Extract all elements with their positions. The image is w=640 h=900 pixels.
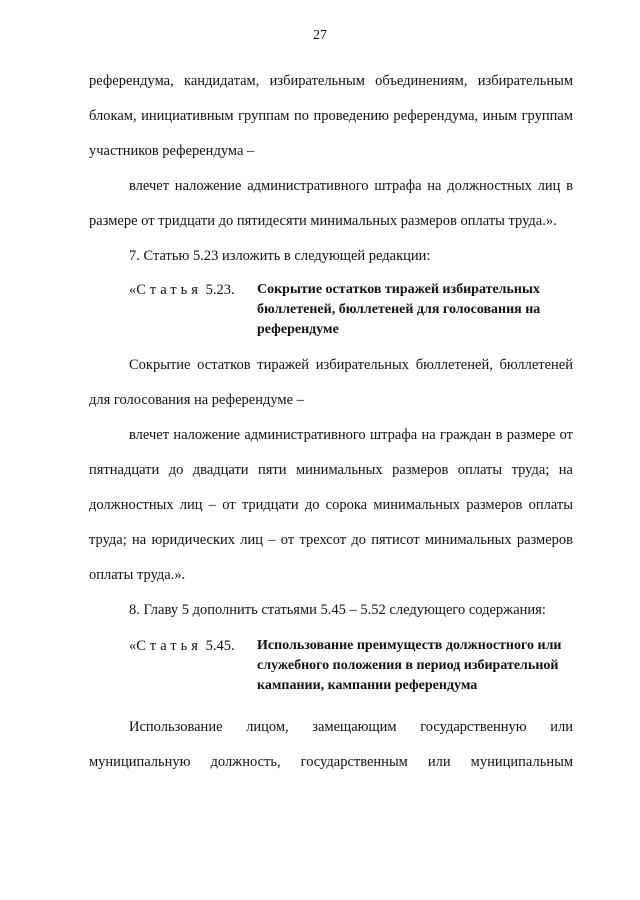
article-title: Сокрытие остатков тиражей избирательных бюллетеней, бюллетеней для голосования на референдуме xyxy=(257,282,541,337)
document-body xyxy=(89,64,573,780)
paragraph-penalty-officials: влечет наложение административного штрафа на должностных лиц в размере от тридцати до пятидесяти минимальных размеров оплаты труда.». xyxy=(89,178,573,229)
paragraph-amendment-8: 8. Главу 5 дополнить статьями 5.45 – 5.52 следующего содержания: xyxy=(129,602,546,618)
paragraph-amendment-7: 7. Статью 5.23 изложить в следующей редакции: xyxy=(129,248,431,264)
article-number: 5.45. xyxy=(205,638,235,654)
article-heading-5-45 xyxy=(89,636,573,696)
article-heading-5-23 xyxy=(89,280,573,340)
article-title: Использование преимуществ должностного или служебного положения в период избирательной кампании, кампании референдума xyxy=(257,638,562,693)
paragraph-concealment: Сокрытие остатков тиражей избирательных бюллетеней, бюллетеней для голосования на референдуме – xyxy=(89,357,573,408)
article-number: 5.23. xyxy=(205,282,235,298)
opening-quote: « xyxy=(129,638,137,654)
page-number: 27 xyxy=(313,28,327,43)
article-word: Статья xyxy=(136,282,202,298)
paragraph-use-of-office: Использование лицом, замещающим государственную или муниципальную должность, государственным или муниципальным xyxy=(89,719,573,770)
paragraph-penalty-citizens: влечет наложение административного штрафа на граждан в размере от пятнадцати до двадцати пяти минимальных размеров оплаты труда; на должностных лиц – от тридцати до сорока минимальных размеров оплаты труда; на юридических лиц – от трехсот до пятисот минимальных размеров оплаты труда.». xyxy=(89,427,573,583)
article-word: Статья xyxy=(136,638,202,654)
opening-quote: « xyxy=(129,282,137,298)
article-label xyxy=(129,280,257,300)
article-label xyxy=(129,636,257,656)
paragraph-continuation: референдума, кандидатам, избирательным объединениям, избирательным блокам, инициативным группам по проведению референдума, иным группам участников референдума – xyxy=(89,73,573,159)
